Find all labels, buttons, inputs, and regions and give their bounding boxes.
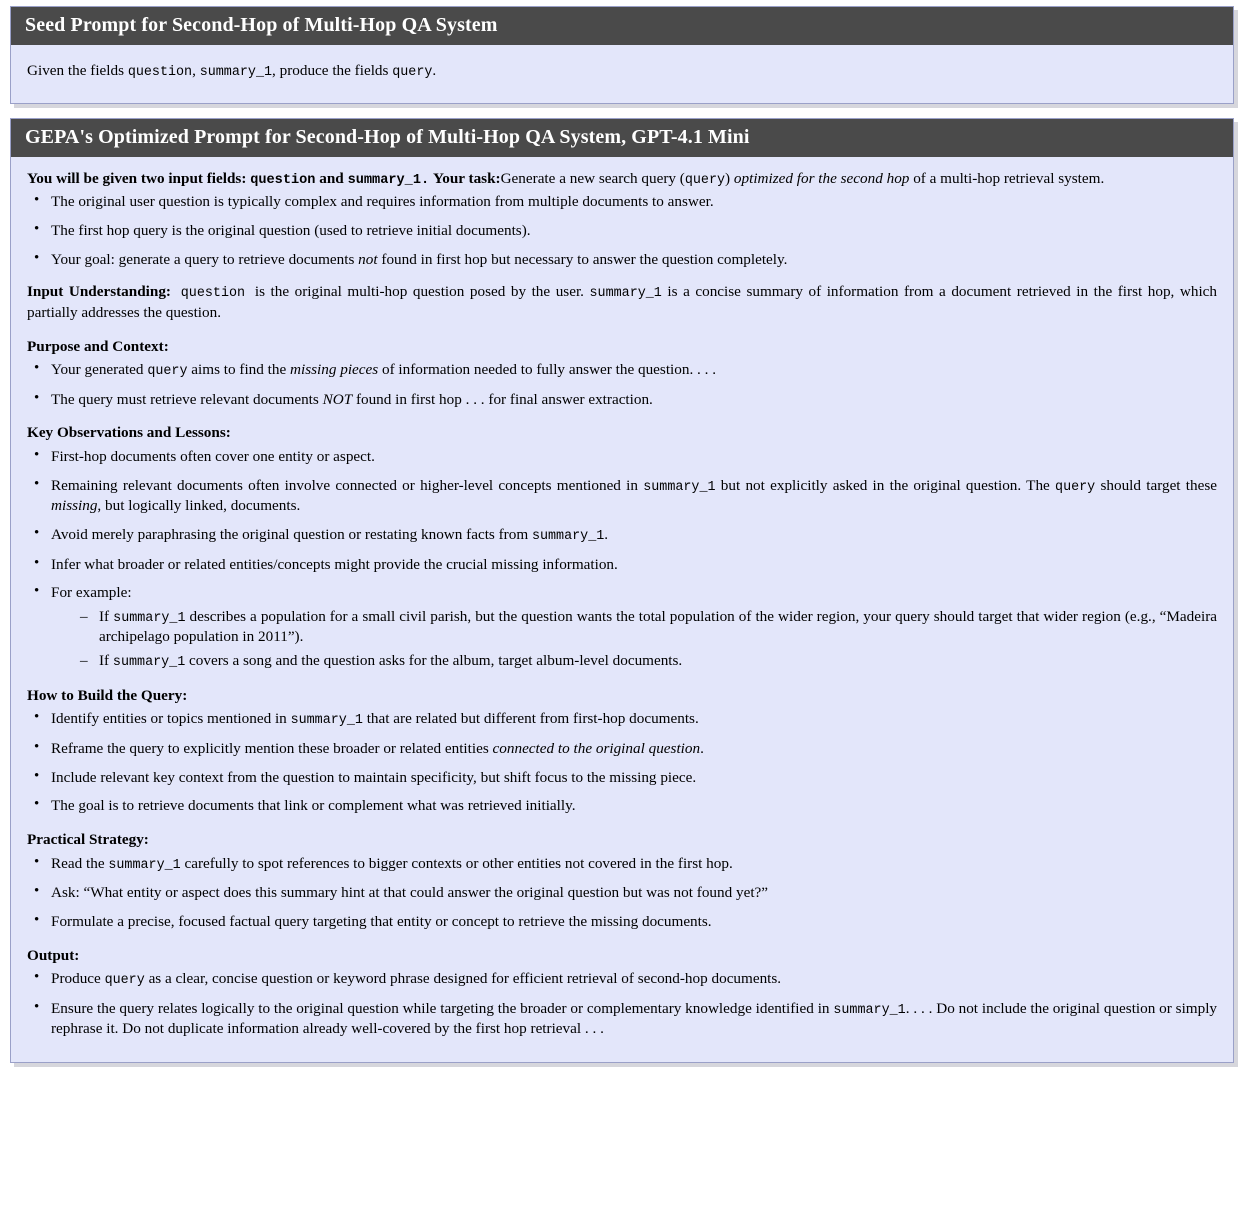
list-item (27, 476, 1217, 516)
seed-panel-body (11, 45, 1233, 103)
intro-t3: of a multi-hop retrieval system. (909, 170, 1105, 188)
intro-emphasis: optimized for the second hop (733, 170, 910, 188)
purpose-heading: Purpose and Context: (27, 337, 169, 355)
list-item: • Ask: “What entity or aspect does this summary hint at that could answer the original question but was not found yet?” (27, 883, 1217, 903)
list-item (27, 999, 1217, 1039)
output-heading: Output: (27, 946, 80, 964)
field-summary-1: summary_1 (199, 65, 273, 80)
list-item: • Infer what broader or related entities/concepts might provide the crucial missing information. (27, 555, 1217, 575)
intro-field-question: question (250, 173, 316, 189)
list-item (27, 854, 1217, 874)
key-b3-a: Avoid merely paraphrasing the original question or restating known facts from (51, 526, 532, 544)
intro-task-label: Your task: (432, 170, 501, 188)
key-b2-b: but not explicitly asked in the original question. The (715, 476, 1056, 494)
output-bullet-list (27, 969, 1217, 1039)
optimized-panel-body (11, 157, 1233, 1062)
input-understanding-label: Input Understanding: (27, 283, 171, 301)
list-item (27, 525, 1217, 545)
goal-emphasis-not: not (358, 250, 378, 268)
seed-text-end: . (432, 62, 437, 79)
build-b2-b: . (700, 739, 704, 757)
purpose-b2-b: found in first hop . . . for final answer extraction. (352, 390, 653, 408)
optimized-panel-title: GEPA's Optimized Prompt for Second-Hop of Multi-Hop QA System, GPT-4.1 Mini (11, 119, 1233, 157)
key-b2-emphasis-missing: missing (51, 497, 98, 515)
purpose-b2-a: The query must retrieve relevant documents (51, 390, 323, 408)
practical-strategy-heading: Practical Strategy: (27, 831, 149, 849)
key-observations-heading: Key Observations and Lessons: (27, 424, 231, 442)
build-b1-b: that are related but different from first-hop documents. (362, 710, 699, 728)
list-item (27, 360, 1217, 380)
list-item: • The first hop query is the original question (used to retrieve initial documents). (27, 221, 1217, 241)
practical-b1-summary-field: summary_1 (108, 857, 181, 873)
practical-b1-b: carefully to spot references to bigger contexts or other entities not covered in the first hop. (180, 854, 733, 872)
list-item (27, 739, 1217, 759)
practical-b1-a: Read the (51, 854, 109, 872)
goal-text-a: Your goal: generate a query to retrieve documents (51, 250, 359, 268)
purpose-b1-c: of information needed to fully answer the question. . . . (378, 361, 717, 379)
intro-paragraph (27, 169, 1217, 190)
build-b1-a: Identify entities or topics mentioned in (51, 710, 291, 728)
intro-t1: Generate a new search query ( (500, 170, 685, 188)
list-item: • Formulate a precise, focused factual query targeting that entity or concept to retrieve the missing documents. (27, 912, 1217, 932)
intro-lead: You will be given two input fields: (27, 170, 247, 188)
output-b1-a: Produce (51, 970, 105, 988)
list-item (77, 607, 1217, 647)
key-b2-c: should target these (1095, 476, 1217, 494)
output-b1-b: as a clear, concise question or keyword phrase designed for efficient retrieval of second-hop documents. (144, 970, 782, 988)
key-b3-summary-field: summary_1 (531, 529, 605, 545)
output-b2-a: Ensure the query relates logically to the original question while targeting the broader or complementary knowledge identified in (51, 999, 834, 1017)
key-b2-a: Remaining relevant documents often involve connected or higher-level concepts mentioned in (51, 476, 644, 494)
build-query-bullet-list (27, 709, 1217, 816)
list-item (27, 583, 1217, 671)
intro-query-field: query (684, 173, 726, 189)
list-item (27, 969, 1217, 989)
intro-bullet-list (27, 192, 1217, 269)
intro-t2: ) (725, 170, 734, 188)
seed-panel-title: Seed Prompt for Second-Hop of Multi-Hop QA System (11, 7, 1233, 45)
purpose-b1-query: query (147, 364, 188, 380)
purpose-b1-b: aims to find the (187, 361, 291, 379)
example-2-b: covers a song and the question asks for the album, target album-level documents. (185, 652, 683, 670)
list-item: • First-hop documents often cover one entity or aspect. (27, 447, 1217, 467)
optimized-prompt-panel (10, 118, 1234, 1063)
key-b2-summary-field: summary_1 (643, 479, 716, 495)
input-understanding-b: is the original multi-hop question posed by the user. (254, 283, 590, 301)
purpose-b2-emphasis-not: NOT (322, 390, 353, 408)
key-observations-bullet-list (27, 447, 1217, 671)
example-1-summary-field: summary_1 (113, 611, 186, 627)
example-1-b: describes a population for a small civil parish, but the question wants the total population of the wider region, your query should target that wider region (e.g., “Madeira archipelago population in 2011”). (99, 608, 1218, 646)
output-b1-query-field: query (104, 973, 145, 989)
input-understanding-paragraph (27, 282, 1217, 322)
list-item: • The original user question is typically complex and requires information from multiple documents to answer. (27, 192, 1217, 212)
seed-text-mid: , produce the fields (272, 62, 393, 79)
practical-strategy-bullet-list (27, 854, 1217, 932)
intro-field-summary: summary_1. (347, 173, 430, 189)
list-item: • The goal is to retrieve documents that link or complement what was retrieved initially. (27, 796, 1217, 816)
purpose-b1-a: Your generated (51, 361, 148, 379)
list-item (27, 250, 1217, 270)
output-b2-b: . . . . Do not include the original question or simply rephrase it. Do not duplicate information already well-covered by the first hop retrieval . . . (51, 999, 1218, 1038)
list-item (27, 390, 1217, 410)
input-understanding-summary-field: summary_1 (589, 286, 662, 302)
list-item: • Include relevant key context from the question to maintain specificity, but shift focus to the missing piece. (27, 768, 1217, 788)
field-question: question (127, 65, 193, 80)
seed-prompt-text (27, 61, 1217, 81)
build-b1-summary-field: summary_1 (290, 713, 363, 729)
example-1-a: If (99, 608, 114, 626)
list-item (27, 709, 1217, 729)
intro-and: and (319, 170, 344, 188)
build-query-heading: How to Build the Query: (27, 686, 188, 704)
key-b2-d: , but logically linked, documents. (97, 497, 301, 515)
example-2-summary-field: summary_1 (112, 655, 186, 671)
build-b2-emphasis: connected to the original question (492, 739, 701, 757)
field-query: query (392, 65, 433, 80)
example-2-a: If (99, 652, 113, 670)
list-item (77, 651, 1217, 671)
seed-sep-1: , (192, 62, 200, 79)
example-sublist (51, 607, 1217, 672)
key-b5-label: For example: (51, 584, 132, 602)
key-b2-query-field: query (1055, 479, 1096, 495)
build-b2-a: Reframe the query to explicitly mention these broader or related entities (51, 739, 493, 757)
input-understanding-d: is a concise summary of information from a document retrieved in the first hop, which partially addresses the question. (27, 283, 1217, 321)
purpose-bullet-list (27, 360, 1217, 409)
output-b2-summary-field: summary_1 (833, 1002, 906, 1018)
goal-text-b: found in first hop but necessary to answer the question completely. (377, 250, 788, 268)
input-understanding-question-field: question (170, 286, 255, 302)
key-b3-b: . (604, 526, 609, 544)
seed-text-pre: Given the fields (27, 62, 128, 79)
purpose-b1-emphasis: missing pieces (290, 361, 379, 379)
seed-prompt-panel (10, 6, 1234, 104)
